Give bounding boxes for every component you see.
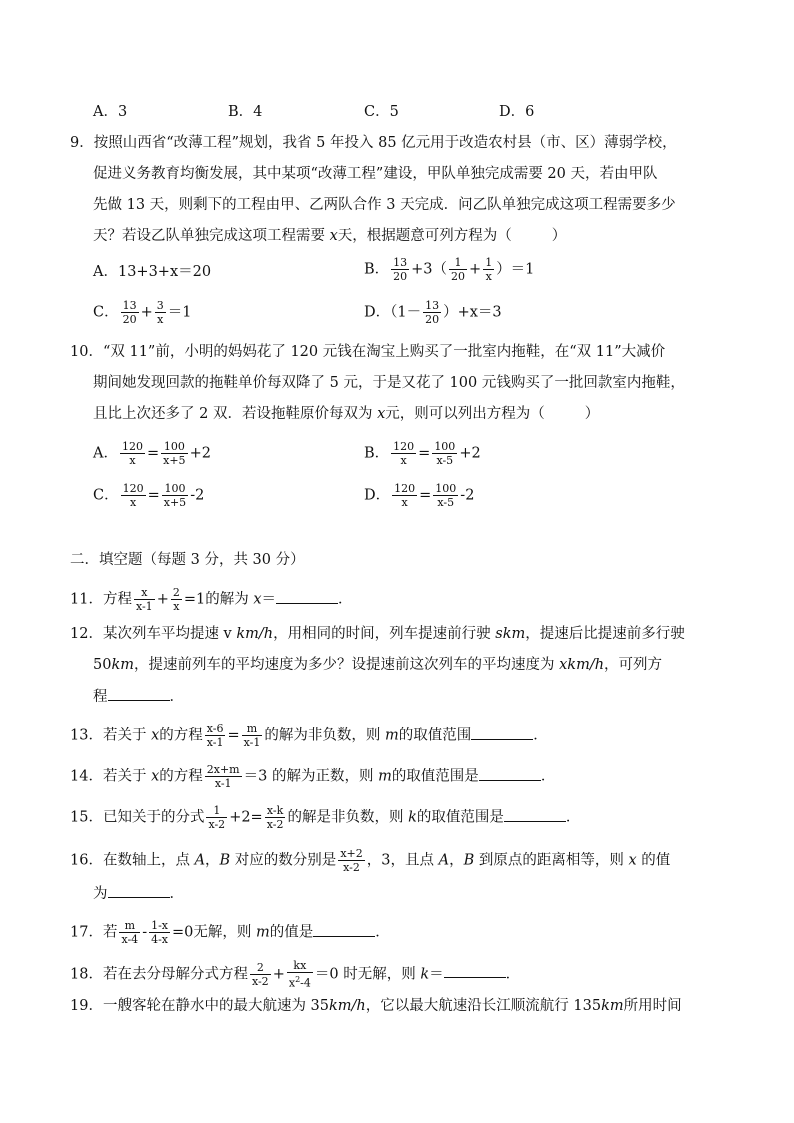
fraction: $\frac{100}{x-5}$ bbox=[435, 482, 457, 509]
q13: 13．若关于 x的方程 $\frac{x-6}{x-1}$ = $\frac{m}{x-1}$ 的解为非负数，则 m的取值范围 ． bbox=[70, 722, 548, 749]
answer-blank[interactable] bbox=[313, 922, 375, 937]
q10-line-1: 10．“双 11”前，小明的妈妈花了 120 元钱在淘宝上购买了一批室内拖鞋，在“双 11”大减价 bbox=[70, 344, 666, 360]
fraction: $\frac{100}{x+5}$ bbox=[163, 482, 187, 509]
q12-line-2: 50km，提速前列车的平均速度为多少？设提速前这次列车的平均速度为 xkm/h，可列方 bbox=[93, 657, 663, 673]
fraction: $\frac{x}{x-1}$ bbox=[135, 586, 153, 613]
q9-line-1: 9．按照山西省“改薄工程”规划，我省 5 年投入 85 亿元用于改造农村县（市、区）薄弱学校， bbox=[70, 135, 677, 151]
q14: 14．若关于 x的方程 $\frac{2x+m}{x-1}$ ＝3 的解为正数，则 m的取值范围是 ． bbox=[70, 763, 556, 790]
fraction: $\frac{1-x}{4-x}$ bbox=[151, 919, 169, 946]
answer-blank[interactable] bbox=[108, 686, 170, 701]
q9-option-b: B． $\frac{13}{20}$ +3（ $\frac{1}{20}$ + $\frac{1}{x}$ ）＝1 bbox=[364, 256, 535, 283]
q11: 11．方程 $\frac{x}{x-1}$ + $\frac{2}{x}$ =1的解为 x＝ ． bbox=[70, 586, 353, 613]
fraction: $\frac{2x+m}{x-1}$ bbox=[206, 763, 240, 790]
fraction: $\frac{x-6}{x-1}$ bbox=[206, 722, 224, 749]
fraction: $\frac{100}{x+5}$ bbox=[163, 440, 186, 467]
fraction: $\frac{13}{20}$ bbox=[393, 256, 408, 283]
q17: 17．若 $\frac{m}{x-4}$ - $\frac{1-x}{4-x}$ =0无解，则 m的值是 ． bbox=[70, 919, 390, 946]
fraction: $\frac{13}{20}$ bbox=[425, 299, 440, 326]
fraction: $\frac{2}{x-2}$ bbox=[251, 960, 269, 988]
q8-option-a: A．3 bbox=[93, 104, 128, 120]
q10-line-2: 期间她发现回款的拖鞋单价每双降了 5 元，于是又花了 100 元钱购买了一批回款室内拖鞋， bbox=[93, 375, 685, 391]
fraction: $\frac{m}{x-1}$ bbox=[243, 722, 261, 749]
q19-line-1: 19．一艘客轮在静水中的最大航速为 35km/h，它以最大航速沿长江顺流航行 135km所用时间 bbox=[70, 998, 682, 1014]
q9-option-c: C． $\frac{13}{20}$ + $\frac{3}{x}$ ＝1 bbox=[93, 299, 192, 326]
q8-option-b: B．4 bbox=[228, 104, 263, 120]
fraction: $\frac{1}{x-2}$ bbox=[208, 804, 226, 831]
fraction: $\frac{x-k}{x-2}$ bbox=[266, 804, 284, 831]
answer-blank[interactable] bbox=[504, 807, 566, 822]
fraction: $\frac{120}{x}$ bbox=[122, 482, 144, 509]
fraction: $\frac{kx}{x^2-4}$ bbox=[288, 959, 311, 990]
fraction: $\frac{13}{20}$ bbox=[122, 299, 137, 326]
q16-line-2: 为 ． bbox=[93, 883, 184, 904]
fraction: $\frac{2}{x}$ bbox=[172, 586, 180, 613]
q12-line-3: 程 ． bbox=[93, 686, 184, 707]
fraction: $\frac{120}{x}$ bbox=[121, 440, 143, 467]
fraction: $\frac{1}{x}$ bbox=[485, 256, 493, 283]
q9-line-3: 先做 13 天，则剩下的工程由甲、乙两队合作 3 天完成．问乙队单独完成这项工程需要多少 bbox=[93, 197, 676, 213]
answer-blank[interactable] bbox=[471, 725, 533, 740]
q16-line-1: 16．在数轴上，点 A，B 对应的数分别是 $\frac{x+2}{x-2}$ ，3，且点 A，B 到原点的距离相等，则 x 的值 bbox=[70, 847, 671, 874]
fraction: $\frac{1}{20}$ bbox=[451, 256, 466, 283]
q8-option-d: D．6 bbox=[499, 104, 535, 120]
fraction: $\frac{x+2}{x-2}$ bbox=[340, 847, 363, 874]
q10-option-d: D． $\frac{120}{x}$ = $\frac{100}{x-5}$ -2 bbox=[364, 482, 475, 509]
q9-option-d: D．（1－ $\frac{13}{20}$ ）+x＝3 bbox=[364, 299, 502, 326]
fraction: $\frac{100}{x-5}$ bbox=[434, 440, 456, 467]
q10-option-c: C． $\frac{120}{x}$ = $\frac{100}{x+5}$ -2 bbox=[93, 482, 205, 509]
q9-line-4: 天？若设乙队单独完成这项工程需要 x天，根据题意可列方程为（ ） bbox=[93, 228, 567, 244]
section-heading: 二．填空题（每题 3 分，共 30 分） bbox=[70, 552, 305, 568]
answer-blank[interactable] bbox=[276, 589, 338, 604]
q8-option-c: C．5 bbox=[364, 104, 399, 120]
q10-option-a: A． $\frac{120}{x}$ = $\frac{100}{x+5}$ +2 bbox=[93, 440, 211, 467]
answer-blank[interactable] bbox=[479, 766, 541, 781]
answer-blank[interactable] bbox=[108, 883, 170, 898]
answer-blank[interactable] bbox=[444, 963, 506, 978]
q9-line-2: 促进义务教育均衡发展，其中某项“改薄工程”建设，甲队单独完成需要 20 天，若由甲队 bbox=[93, 166, 658, 182]
q10-option-b: B． $\frac{120}{x}$ = $\frac{100}{x-5}$ +2 bbox=[364, 440, 481, 467]
fraction: $\frac{120}{x}$ bbox=[394, 482, 416, 509]
q12-line-1: 12．某次列车平均提速 v km/h，用相同的时间，列车提速前行驶 skm，提速后比提速前多行驶 bbox=[70, 626, 685, 642]
fraction: $\frac{120}{x}$ bbox=[393, 440, 415, 467]
fraction: $\frac{m}{x-4}$ bbox=[121, 919, 139, 946]
q15: 15．已知关于的分式 $\frac{1}{x-2}$ +2= $\frac{x-k}{x-2}$ 的解是非负数，则 k的取值范围是 ． bbox=[70, 804, 581, 831]
q10-line-3: 且比上次还多了 2 双．若设拖鞋原价每双为 x元，则可以列出方程为（ ） bbox=[93, 406, 600, 422]
q18: 18．若在去分母解分式方程 $\frac{2}{x-2}$ + $\frac{kx}{x^2-4}$ ＝0 时无解，则 k＝ ． bbox=[70, 959, 521, 990]
q9-option-a: A．13+3+x＝20 bbox=[93, 264, 212, 280]
fraction: $\frac{3}{x}$ bbox=[156, 299, 164, 326]
